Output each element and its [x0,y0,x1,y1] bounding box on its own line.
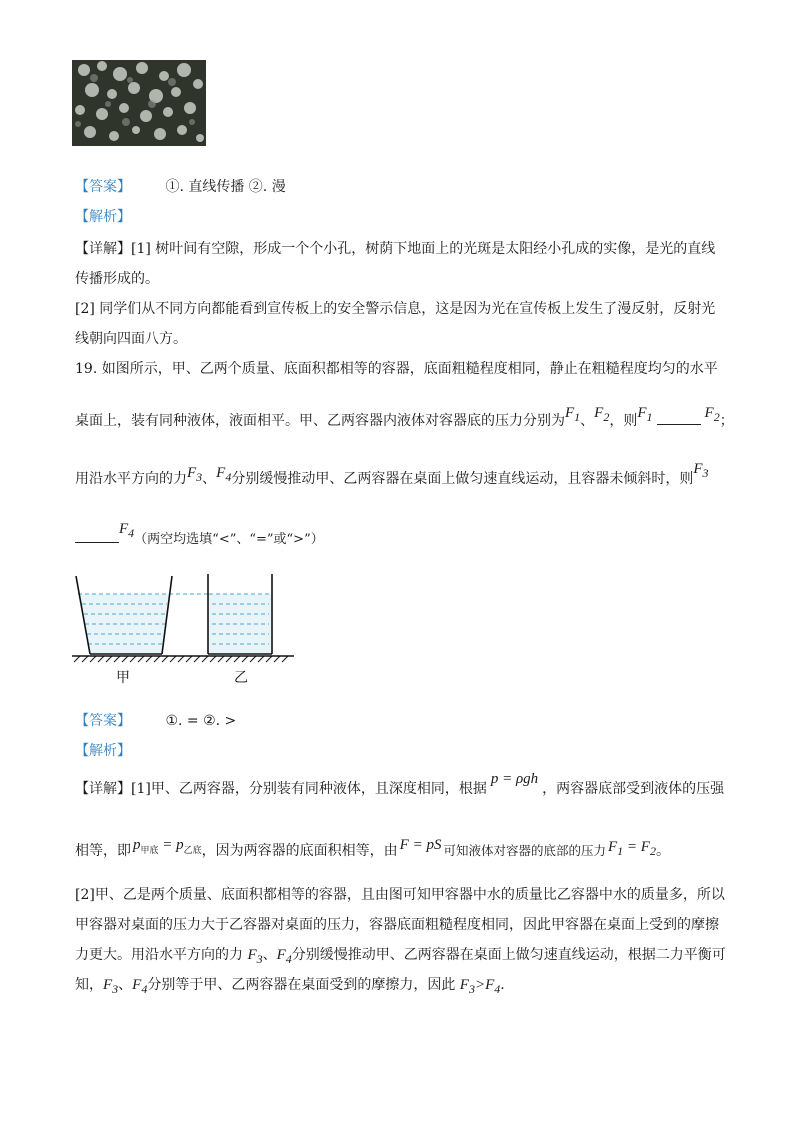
formula-F2b: $F_2$ [704,405,720,424]
q19-p2-line1: [2]甲、乙是两个质量、底面积都相等的容器，且由图可知甲容器中水的质量比乙容器中水的质量多，所以 [75,887,725,903]
q19-line4 [75,521,324,551]
formula-F1: $F_1$ [565,405,581,424]
answer-text: ①. = ②. > [165,713,237,729]
q19-line2-text: 桌面上，装有同种液体，液面相平。甲、乙两容器内液体对容器底的压力分别为 [75,413,565,429]
formula-rho-gh: p = ρgh [490,771,539,787]
blank-2[interactable] [75,528,119,543]
detail-text: 相等，即 [75,843,131,859]
formula-F3-inline: $F_3$ [247,947,263,966]
q18-answer-line [75,176,286,196]
detail-text: [1]甲、乙两容器，分别装有同种液体，且深度相同，根据 [131,781,487,797]
q19-detail-2: 相等，即 $p_{甲底} = p_{乙底}$，因为两容器的底面积相等，由 F = pS 可知液体对容器的底部的压力 $F_1 = F_2$。 [75,837,670,859]
q19-line3: 用沿水平方向的力$F_3$、$F_4$分别缓慢推动甲、乙两容器在桌面上做匀速直线运动，且容器未倾斜时，则$F_3$ [75,461,709,487]
q19-line2: 桌面上，装有同种液体，液面相平。甲、乙两容器内液体对容器底的压力分别为$F_1$、$F_2$，则$F_1$ $F_2$； [75,405,734,429]
answer-tag: 【答案】 [75,713,131,729]
formula-F3b: $F_3$ [693,461,709,480]
blank-1[interactable] [657,410,701,425]
analysis-tag: 【解析】 [75,743,131,759]
label-jia: 甲 [116,670,130,686]
formula-p-equal: $p_{甲底} = p_{乙底}$ [133,837,202,855]
formula-F4-inline: $F_4$ [276,947,292,966]
formula-F3-gt-F4: $F_3>F_4$ [459,977,501,996]
answer-tag: 【答案】 [75,179,131,195]
detail-text-3: 可知液体对容器的底部的压力 [443,843,606,858]
detail-text: [1] 树叶间有空隙，形成一个个小孔，树荫下地面上的光斑是太阳经小孔成的实像，是光的直线 [131,241,716,257]
formula-F2: $F_2$ [594,405,610,424]
formula-F4b: $F_4$ [119,521,135,540]
formula-F3-inline-2: $F_3$ [103,977,119,996]
detail-text-2: ，两容器底部受到液体的压强 [542,781,725,797]
formula-F1-eq-F2: $F_1 = F_2$ [607,839,656,858]
detail-tag: 【详解】 [75,781,131,797]
answer-text: ①. 直线传播 ②. 漫 [165,179,286,195]
detail-text-2: ，因为两容器的底面积相等，由 [201,843,398,859]
tree-shade-photo [72,60,206,146]
formula-F-pS: F = pS [399,837,442,853]
containers-diagram [72,570,294,690]
formula-F4-inline-2: $F_4$ [132,977,148,996]
q19-p2-line3: 力更大。用沿水平方向的力 $F_3$、$F_4$分别缓慢推动甲、乙两容器在桌面上做匀速直线运动，根据二力平衡可 [75,947,726,966]
analysis-tag: 【解析】 [75,209,131,225]
q19-answer-line [75,710,236,730]
q18-detail-1b: 传播形成的。 [75,271,159,287]
label-yi: 乙 [234,670,248,686]
tree-shade-image [72,60,206,146]
formula-F3: $F_3$ [187,465,203,484]
q19-p2-line4: 知，$F_3$、$F_4$分别等于甲、乙两容器在桌面受到的摩擦力，因此 $F_3>F_4$. [75,977,505,996]
formula-F1b: $F_1$ [637,405,653,424]
q19-detail-1 [75,771,725,798]
q18-detail-2a: [2] 同学们从不同方向都能看到宣传板上的安全警示信息，这是因为光在宣传板上发生了漫反射，反射光 [75,301,716,317]
q19-hint: （两空均选填“<”、“=”或“>”） [134,532,324,547]
q19-line1: 19. 如图所示，甲、乙两个质量、底面积都相等的容器，底面粗糙程度相同，静止在粗糙程度均匀的水平 [75,361,718,377]
q19-line3-text: 用沿水平方向的力 [75,471,187,487]
q18-detail-1a [75,238,715,258]
detail-tag: 【详解】 [75,241,131,257]
formula-F4: $F_4$ [216,465,232,484]
q18-detail-2b: 线朝向四面八方。 [75,331,187,347]
q19-p2-line2: 甲容器对桌面的压力大于乙容器对桌面的压力，容器底面粗糙程度相同，因此甲容器在桌面上受到的摩擦 [75,917,719,933]
